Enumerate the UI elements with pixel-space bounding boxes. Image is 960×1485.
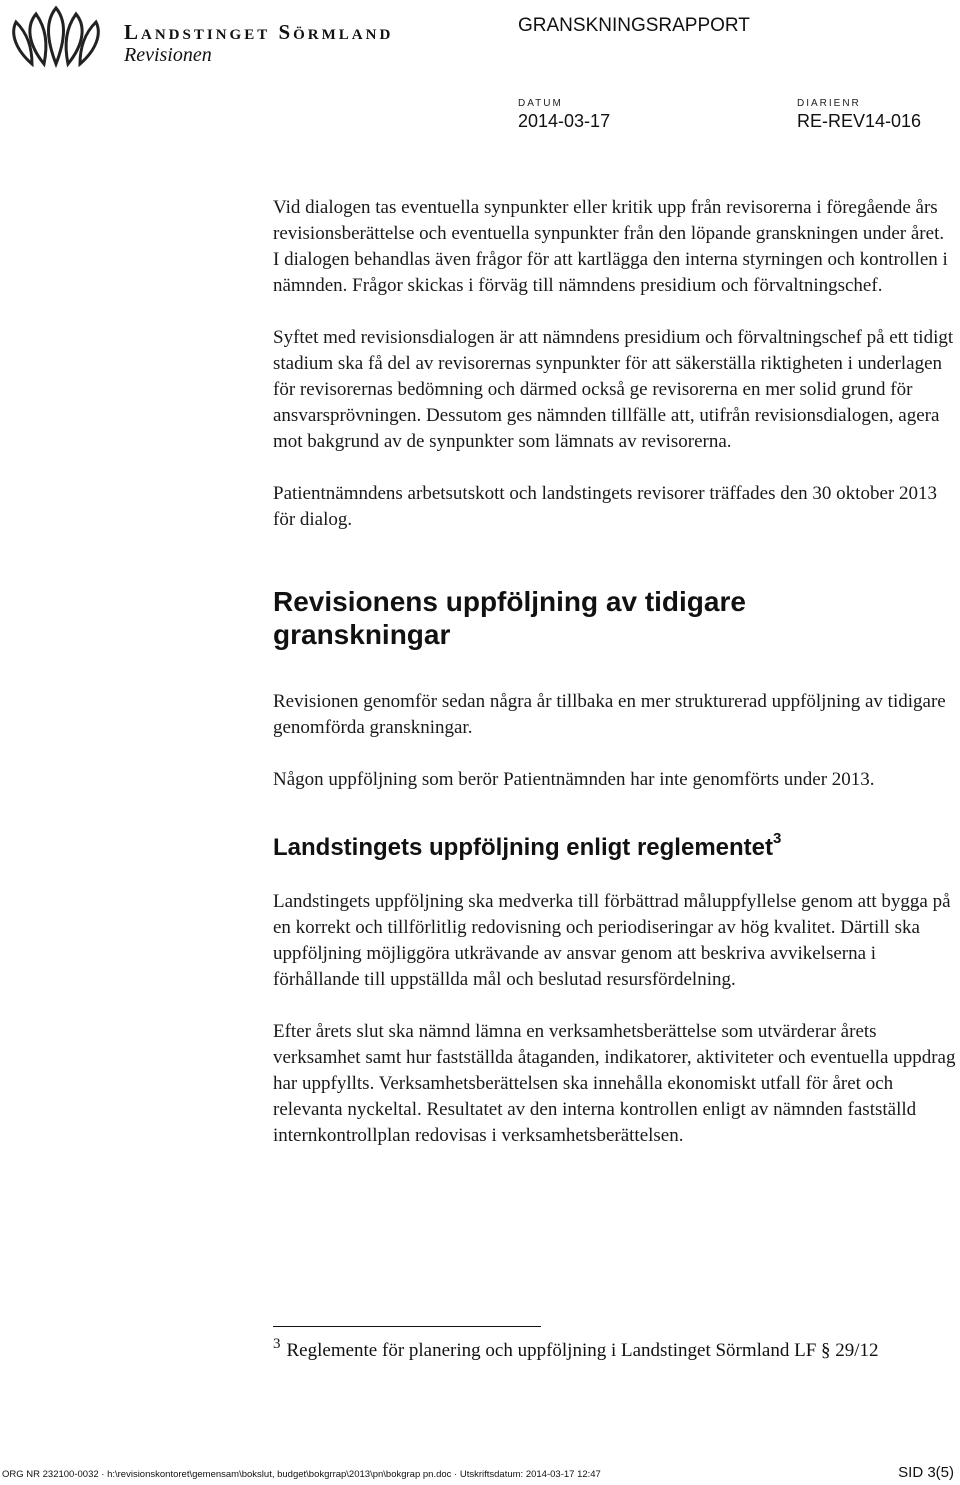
footnote-divider	[273, 1326, 541, 1327]
document-type: GRANSKNINGSRAPPORT	[518, 15, 750, 36]
footer-document-info: ORG NR 232100-0032 · h:\revisionskontoret\gemensam\bokslut, budget\bokgrrap\2013\pn\bokgrap pn.doc · Utskriftsdatum: 2014-03-17 12:47	[2, 1469, 601, 1480]
footnote	[273, 1338, 953, 1365]
organization-subtitle: Revisionen	[124, 44, 212, 66]
paragraph-regulation-purpose: Landstingets uppföljning ska medverka till förbättrad måluppfyllelse genom att bygga på en korrekt och tillförlitlig redovisning och periodiseringar av hög kvalitet. Därtill ska uppföljning möjliggöra utkrävande av ansvar genom att beskriva avvikelserna i förhållande till uppställda mål och beslutad resursfördelning.	[273, 891, 951, 990]
paragraph-dialog-purpose: Syftet med revisionsdialogen är att nämndens presidium och förvaltningschef på ett tidigt stadium ska få del av revisorernas synpunkter för att säkerställa riktigheten i underlagen för revisorernas bedömning och därmed också ge revisorerna en mer solid grund för ansvarsprövningen. Dessutom ges nämnden tillfälle att, utifrån revisionsdialogen, agera mot bakgrund av de synpunkter som lämnats av revisorerna.	[273, 327, 954, 452]
paragraph-dialog-meeting: Patientnämndens arbetsutskott och landstingets revisorer träffades den 30 oktober 2013 för dialog.	[273, 483, 937, 530]
paragraph-annual-report: Efter årets slut ska nämnd lämna en verksamhetsberättelse som utvärderar årets verksamhet samt hur fastställda åtaganden, indikatorer, aktiviteter och eventuella uppdrag har uppfyllts. Verksamhetsberättelsen ska innehålla ekonomiskt utfall för året och relevanta nyckeltal. Resultatet av den interna kontrollen enligt av nämnden fastställd internkontrollplan redovisas i verksamhetsberättelsen.	[273, 1021, 956, 1146]
section-heading-regulation-text: Landstingets uppföljning enligt reglementet	[273, 834, 774, 861]
page-number: SID 3(5)	[898, 1464, 954, 1481]
diarie-value: RE-REV14-016	[797, 111, 922, 131]
paragraph-dialog-intro: Vid dialogen tas eventuella synpunkter eller kritik upp från revisorerna i föregående års revisionsberättelse och eventuella synpunkter från den löpande granskningen under året. I dialogen behandlas även frågor för att kartlägga den interna styrningen och kontrollen i nämnden. Frågor skickas i förväg till nämndens presidium och förvaltningschef.	[273, 197, 948, 296]
date-value: 2014-03-17	[518, 111, 611, 131]
footnote-text: Reglemente för planering och uppföljning i Landstinget Sörmland LF § 29/12	[286, 1340, 879, 1361]
date-label: DATUM	[518, 98, 563, 109]
footnote-mark: 3	[273, 1336, 281, 1352]
section-heading-follow-up: Revisionens uppföljning av tidigare granskningar	[273, 586, 746, 650]
paragraph-follow-up-intro: Revisionen genomför sedan några år tillbaka en mer strukturerad uppföljning av tidigare genomförda granskningar.	[273, 691, 946, 738]
lotus-flower-logo	[6, 4, 106, 68]
section-heading-regulation	[273, 827, 960, 863]
document-body	[273, 195, 960, 1149]
paragraph-follow-up-none: Någon uppföljning som berör Patientnämnden har inte genomförts under 2013.	[273, 769, 875, 790]
diarie-label: DIARIENR	[797, 98, 861, 109]
footnote-reference: 3	[773, 830, 782, 847]
organization-name: Landstinget Sörmland	[124, 20, 394, 44]
